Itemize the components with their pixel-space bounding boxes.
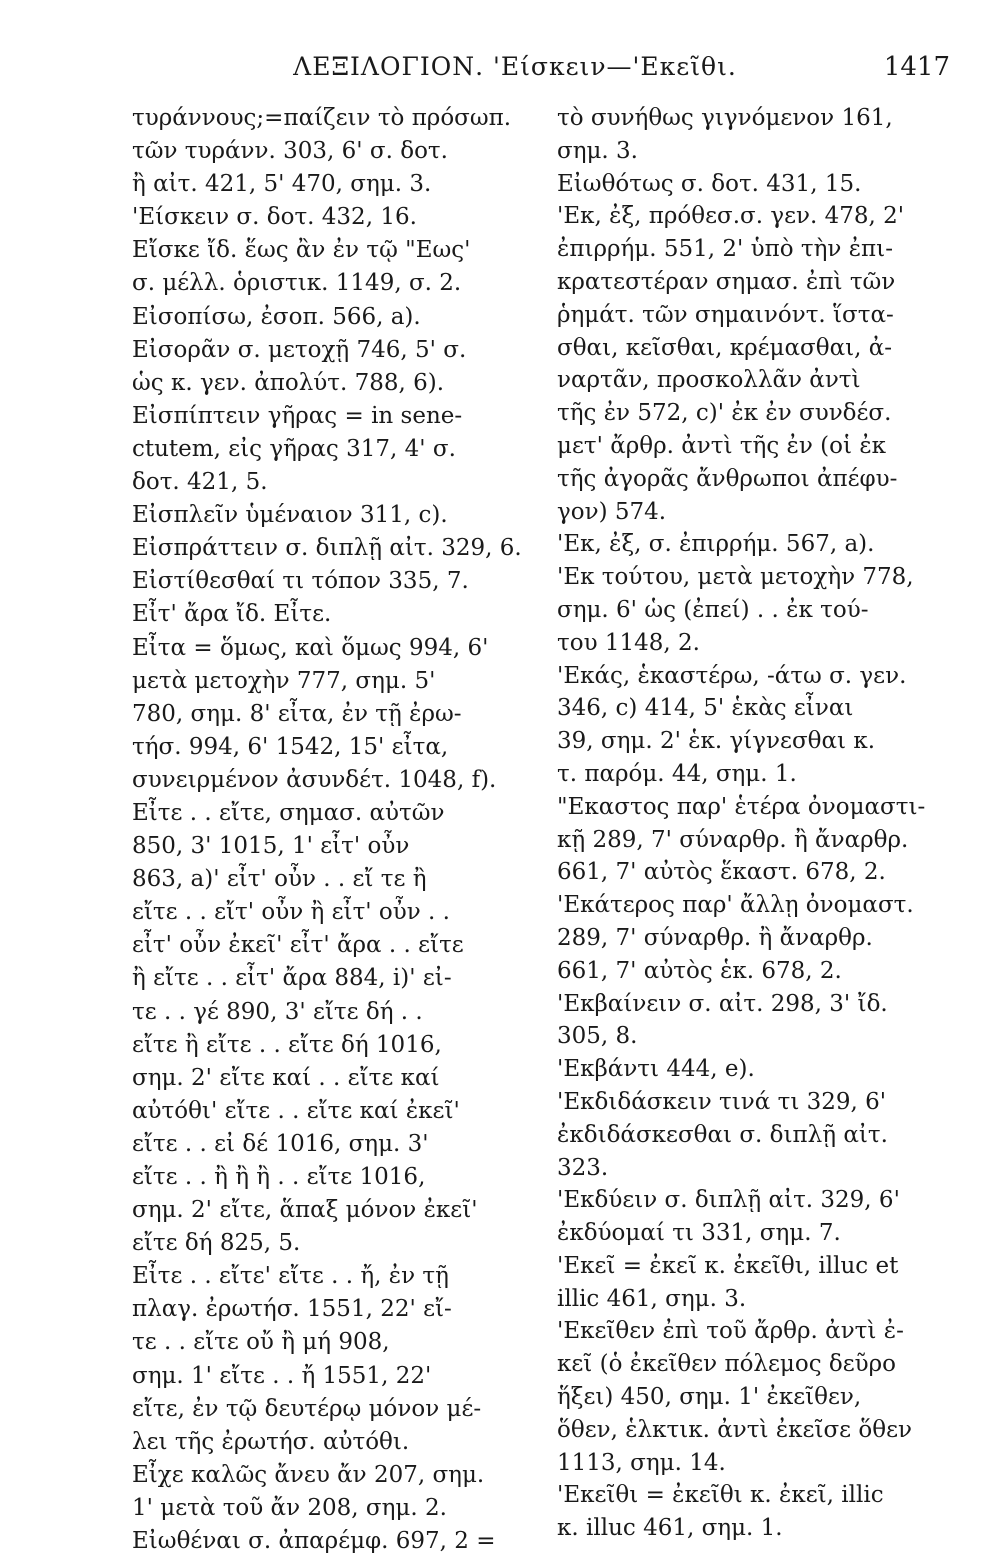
entry-line: μετ' ἄρθρ. ἀντὶ τῆς ἐν (οἱ ἐκ <box>557 432 887 459</box>
entry-line: σημ. 2' εἴτε καί . . εἴτε καί <box>132 1064 440 1091</box>
entry-line: ἢ αἰτ. 421, 5' 470, σημ. 3. <box>132 171 432 198</box>
entry-line: 'Εκβάντι 444, e). <box>557 1056 755 1083</box>
entry-line: Εἶτ' ἄρα ἴδ. Εἶτε. <box>132 601 332 628</box>
entry-line: 'Εκάτερος παρ' ἄλλῃ ὀνομαστ. <box>557 892 914 919</box>
entry-line: εἴτε . . εἰ δέ 1016, σημ. 3' <box>132 1130 429 1157</box>
entry-line: Εἰωθότως σ. δοτ. 431, 15. <box>557 170 862 197</box>
entry-line: ἢ εἴτε . . εἶτ' ἄρα 884, i)' εἰ- <box>132 965 452 992</box>
entry-line: ἥξει) 450, σημ. 1' ἐκεῖθεν, <box>557 1384 862 1411</box>
entry-line: ctutem, εἰς γῆρας 317, 4' σ. <box>132 435 456 462</box>
entry-line: τήσ. 994, 6' 1542, 15' εἶτα, <box>132 733 449 760</box>
entry-line: Εἰσπλεῖν ὑμέναιον 311, c). <box>132 502 448 529</box>
entry-line: ὡς κ. γεν. ἀπολύτ. 788, 6). <box>132 369 445 396</box>
entry-line: αὐτόθι' εἴτε . . εἴτε καί ἐκεῖ' <box>132 1097 460 1124</box>
entry-line: σημ. 6' ὡς (ἐπεί) . . ἐκ τού- <box>557 596 869 623</box>
entry-line: τε . . γέ 890, 3' εἴτε δή . . <box>132 998 423 1025</box>
entry-line: εἶτ' οὖν ἐκεῖ' εἶτ' ἄρα . . εἴτε <box>132 932 464 959</box>
entry-line: τυράννους;=παίζειν τὸ πρόσωπ. <box>132 105 512 131</box>
entry-line: 'Εκβαίνειν σ. αἰτ. 298, 3' ἴδ. <box>557 990 888 1017</box>
entry-line: 'Εκεῖθεν ἐπὶ τοῦ ἄρθρ. ἀντὶ ἐ- <box>557 1318 904 1345</box>
entry-line: 'Εκ, ἐξ, σ. ἐπιρρήμ. 567, a). <box>557 531 875 558</box>
running-title: ΛΕΞΙΛΟΓΙΟΝ. 'Είσκειν—'Εκεῖθι. <box>293 52 737 81</box>
entry-line: τὸ συνήθως γιγνόμενον 161, <box>557 105 893 131</box>
entry-line: 850, 3' 1015, 1' εἶτ' οὖν <box>132 833 410 860</box>
entry-line: μετὰ μετοχὴν 777, σημ. 5' <box>132 667 436 694</box>
entry-line: τῶν τυράνν. 303, 6' σ. δοτ. <box>132 138 448 165</box>
entry-line: τε . . εἴτε οὔ ἢ μή 908, <box>132 1329 390 1356</box>
page-header <box>80 52 950 100</box>
entry-line: γον) 574. <box>557 498 667 525</box>
entry-line: Εἶτε . . εἴτε, σημασ. αὐτῶν <box>132 799 445 826</box>
entry-line: 780, σημ. 8' εἶτα, ἐν τῇ ἐρω- <box>132 700 462 727</box>
entry-line: σθαι, κεῖσθαι, κρέμασθαι, ἀ- <box>557 334 893 361</box>
entry-line: ἐκδύομαί τι 331, σημ. 7. <box>557 1220 841 1247</box>
entry-line: 661, 7' αὐτὸς ἑκ. 678, 2. <box>557 957 842 984</box>
entry-line: λει τῆς ἐρωτήσ. αὐτόθι. <box>132 1428 410 1455</box>
entry-line: Εἴσκε ἴδ. ἕως ἂν ἐν τῷ "Εως' <box>132 237 471 264</box>
entry-line: 323. <box>557 1154 609 1181</box>
entry-line: του 1148, 2. <box>557 629 700 656</box>
entry-line: 346, c) 414, 5' ἑκὰς εἶναι <box>557 695 854 722</box>
entry-line: 'Εκεῖθι = ἐκεῖθι κ. ἐκεῖ, illic <box>557 1482 884 1509</box>
entry-line: ἐκδιδάσκεσθαι σ. διπλῇ αἰτ. <box>557 1121 888 1148</box>
entry-line: Εἶχε καλῶς ἄνευ ἄν 207, σημ. <box>132 1461 485 1488</box>
entry-line: 1' μετὰ τοῦ ἄν 208, σημ. 2. <box>132 1494 447 1521</box>
entry-line: 'Εκ, ἐξ, πρόθεσ.σ. γεν. 478, 2' <box>557 203 905 230</box>
entry-line: εἴτε, ἐν τῷ δευτέρῳ μόνον μέ- <box>132 1395 482 1422</box>
entry-line: εἴτε . . ἢ ἢ ἢ . . εἴτε 1016, <box>132 1164 426 1190</box>
entry-line: συνειρμένον ἀσυνδέτ. 1048, f). <box>132 766 497 793</box>
entry-line: ναρτᾶν, προσκολλᾶν ἀντὶ <box>557 367 861 394</box>
entry-line: εἴτε . . εἴτ' οὖν ἢ εἶτ' οὖν . . <box>132 899 450 926</box>
entry-line: Εἰστίθεσθαί τι τόπον 335, 7. <box>132 568 469 595</box>
entry-line: σημ. 2' εἴτε, ἅπαξ μόνον ἐκεῖ' <box>132 1197 478 1224</box>
entry-line: "Εκαστος παρ' ἑτέρα ὀνομαστι- <box>557 793 926 820</box>
entry-line: σημ. 1' εἴτε . . ἤ 1551, 22' <box>132 1362 432 1389</box>
page-number: 1417 <box>883 52 950 82</box>
left-column <box>132 102 527 1555</box>
entry-line: 'Εκδύειν σ. διπλῇ αἰτ. 329, 6' <box>557 1187 900 1214</box>
entry-line: εἴτε δή 825, 5. <box>132 1230 301 1257</box>
entry-line: 289, 7' σύναρθρ. ἢ ἄναρθρ. <box>557 924 873 951</box>
dictionary-body <box>132 102 952 1555</box>
entry-line: πλαγ. ἐρωτήσ. 1551, 22' εἴ- <box>132 1296 452 1323</box>
entry-line: 305, 8. <box>557 1023 638 1050</box>
entry-line: Εἰσπράττειν σ. διπλῇ αἰτ. 329, 6. <box>132 535 522 562</box>
entry-line: ῥημάτ. τῶν σημαινόντ. ἵστα- <box>557 301 894 328</box>
entry-line: εἴτε ἢ εἴτε . . εἴτε δή 1016, <box>132 1031 442 1058</box>
entry-line: δοτ. 421, 5. <box>132 469 268 496</box>
entry-line: Εἰσοπίσω, ἐσοπ. 566, a). <box>132 303 421 330</box>
entry-line: 39, σημ. 2' ἑκ. γίγνεσθαι κ. <box>557 728 876 755</box>
entry-line: 1113, σημ. 14. <box>557 1449 726 1476</box>
entry-line: Εἰσπίπτειν γῆρας = in sene- <box>132 402 463 429</box>
entry-line: 'Εκδιδάσκειν τινά τι 329, 6' <box>557 1088 887 1115</box>
entry-line: κ. illuc 461, σημ. 1. <box>557 1515 783 1542</box>
entry-line: 'Είσκειν σ. δοτ. 432, 16. <box>132 204 417 231</box>
entry-line: κρατεστέραν σημασ. ἐπὶ τῶν <box>557 268 896 295</box>
entry-line: κῇ 289, 7' σύναρθρ. ἢ ἄναρθρ. <box>557 826 909 853</box>
entry-line: 863, a)' εἶτ' οὖν . . εἴ τε ἢ <box>132 866 427 893</box>
entry-line: Εἰωθέναι σ. ἀπαρέμφ. 697, 2 = <box>132 1528 496 1555</box>
entry-line: τ. παρόμ. 44, σημ. 1. <box>557 760 797 787</box>
entry-line: 661, 7' αὐτὸς ἕκαστ. 678, 2. <box>557 859 886 886</box>
entry-line: ἐπιρρήμ. 551, 2' ὑπὸ τὴν ἐπι- <box>557 236 893 263</box>
entry-line: κεῖ (ὁ ἐκεῖθεν πόλεμος δεῦρο <box>557 1351 897 1378</box>
entry-line: 'Εκ τούτου, μετὰ μετοχὴν 778, <box>557 564 914 591</box>
entry-line: 'Εκεῖ = ἐκεῖ κ. ἐκεῖθι, illuc et <box>557 1252 899 1279</box>
entry-line: σ. μέλλ. ὁριστικ. 1149, σ. 2. <box>132 270 462 297</box>
entry-line: τῆς ἀγορᾶς ἄνθρωποι ἀπέφυ- <box>557 465 898 492</box>
entry-line: 'Εκάς, ἑκαστέρω, -άτω σ. γεν. <box>557 662 907 689</box>
entry-line: σημ. 3. <box>557 137 638 164</box>
entry-line: τῆς ἐν 572, c)' ἐκ ἐν συνδέσ. <box>557 400 892 427</box>
entry-line: Εἶτα = ὅμως, καὶ ὅμως 994, 6' <box>132 634 489 661</box>
entry-line: Εἰσορᾶν σ. μετοχῇ 746, 5' σ. <box>132 336 467 363</box>
entry-line: illic 461, σημ. 3. <box>557 1285 747 1312</box>
entry-line: Εἶτε . . εἴτε' εἴτε . . ἤ, ἐν τῇ <box>132 1263 449 1290</box>
entry-line: ὅθεν, ἑλκτικ. ἀντὶ ἐκεῖσε ὅθεν <box>557 1416 912 1443</box>
right-column <box>557 102 952 1542</box>
